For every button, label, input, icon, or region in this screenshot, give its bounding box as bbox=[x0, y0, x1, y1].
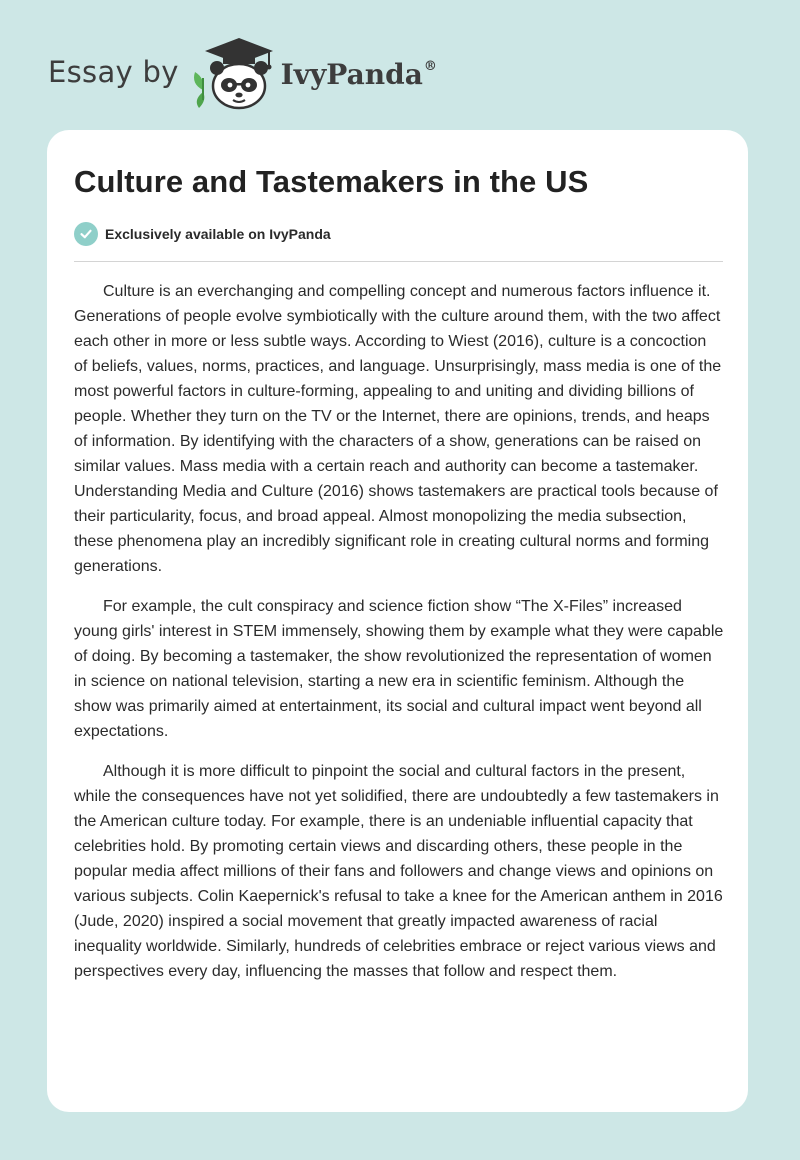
panda-with-graduation-cap-icon bbox=[189, 34, 277, 110]
check-circle-icon bbox=[74, 222, 98, 246]
essay-title: Culture and Tastemakers in the US bbox=[74, 164, 589, 199]
brand-text: IvyPanda bbox=[280, 57, 423, 91]
exclusive-badge bbox=[74, 222, 331, 246]
site-header bbox=[48, 34, 437, 110]
essay-by-label: Essay by bbox=[48, 55, 179, 89]
paragraph: Although it is more difficult to pinpoint the social and cultural factors in the present, while the consequences have not yet solidified, there are undoubtedly a few tastemakers in the American culture today. For example, there is an undeniable influential capacity that celebrities hold. By promoting certain views and discarding others, these people in the popular media affect millions of their fans and followers and change views and opinions on various subjects. Colin Kaepernick's refusal to take a knee for the American anthem in 2016 (Jude, 2020) inspired a social movement that greatly impacted awareness of racial inequality worldwide. Similarly, hundreds of celebrities embrace or reject various views and perspectives every day, influencing the masses that follow and respect them. bbox=[74, 763, 723, 980]
title-divider bbox=[74, 261, 723, 262]
exclusive-badge-label: Exclusively available on IvyPanda bbox=[105, 226, 331, 242]
essay-body bbox=[74, 279, 724, 999]
brand-name[interactable] bbox=[281, 58, 437, 91]
registered-mark: ® bbox=[423, 59, 437, 75]
essay-card bbox=[47, 130, 748, 1112]
ivypanda-logo[interactable] bbox=[189, 34, 277, 110]
paragraph: For example, the cult conspiracy and science fiction show “The X-Files” increased young girls' interest in STEM immensely, showing them by example what they were capable of doing. By becoming a tastemaker, the show revolutionized the representation of women in science on national television, starting a new era in scientific feminism. Although the show was primarily aimed at entertainment, its social and cultural impact went beyond all expectations. bbox=[74, 598, 724, 740]
bamboo-leaf-icon bbox=[194, 72, 204, 108]
paragraph: Culture is an everchanging and compelling concept and numerous factors influence it. Generations of people evolve symbiotically with the culture around them, with the two affect each other in more or less subtle ways. According to Wiest (2016), culture is a concoction of beliefs, values, norms, practices, and language. Unsurprisingly, mass media is one of the most powerful factors in culture-forming, appealing to and uniting and dividing billions of people. Whether they turn on the TV or the Internet, there are opinions, trends, and heaps of information. By identifying with the characters of a show, generations can be raised on similar values. Mass media with a certain reach and authority can become a tastemaker. Understanding Media and Culture (2016) shows tastemakers are practical tools because of their particularity, focus, and broad appeal. Almost monopolizing the media subsection, these phenomena play an incredibly significant role in creating cultural norms and forming generations. bbox=[74, 283, 722, 575]
